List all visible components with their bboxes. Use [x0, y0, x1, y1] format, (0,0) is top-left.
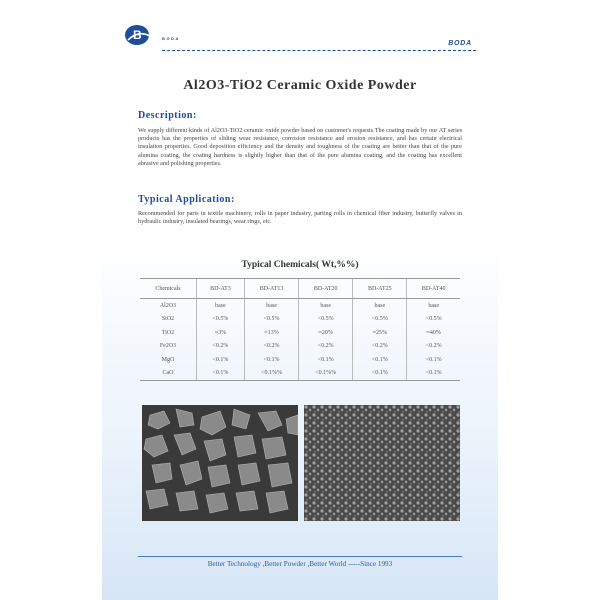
- footer-divider: [138, 556, 462, 557]
- sem-coarse-image: [142, 405, 298, 521]
- table-cell: SiO2: [161, 316, 175, 323]
- page-title: Al2O3-TiO2 Ceramic Oxide Powder: [183, 78, 417, 93]
- table-cell: <0.1%: [353, 367, 407, 381]
- table-cell: base: [196, 299, 244, 313]
- boda-logo-icon: [124, 22, 184, 48]
- table-cell: <0.1%%: [245, 367, 299, 381]
- sem-fine-image: [304, 405, 460, 521]
- brochure-page: [102, 0, 498, 600]
- table-row: [140, 299, 460, 313]
- column-header: BD-AT40: [407, 279, 460, 299]
- table-cell: ≈25%: [353, 326, 407, 340]
- table-cell: base: [353, 299, 407, 313]
- table-cell: <0.1%: [299, 353, 353, 367]
- application-text: Recommended for parts in textile machinery, rolls in paper industry, parting rolls in chemical fiber industry, butterfly valves in hydraulic industry, insulated bearings, wear rings, etc.: [138, 210, 462, 226]
- table-cell: <0.2%: [299, 340, 353, 354]
- logo-text: BODA: [162, 36, 180, 41]
- application-heading: Typical Application:: [138, 194, 235, 205]
- column-header: Chemicals: [140, 279, 196, 299]
- sem-photo-fine: [304, 405, 460, 521]
- table-cell: <0.2%: [353, 340, 407, 354]
- table-cell: <0.5%: [353, 313, 407, 327]
- table-cell: ≈13%: [245, 326, 299, 340]
- description-heading: Description:: [138, 110, 197, 121]
- table-row: [140, 340, 460, 354]
- table-row: [140, 313, 460, 327]
- column-header: BD-AT25: [353, 279, 407, 299]
- table-cell: TiO2: [161, 329, 175, 336]
- table-cell: ≈3%: [196, 326, 244, 340]
- table-row: [140, 367, 460, 381]
- table-cell: ≈40%: [407, 326, 460, 340]
- table-cell: base: [245, 299, 299, 313]
- table-cell: CaO: [140, 367, 196, 381]
- table-cell: <0.2%: [196, 340, 244, 354]
- table-cell: <0.5%: [407, 313, 460, 327]
- chemicals-table: [140, 278, 460, 381]
- table-cell: Al2O3: [159, 302, 177, 309]
- table-title: Typical Chemicals( Wt,%%): [241, 260, 359, 270]
- table-cell: ≈20%: [299, 326, 353, 340]
- table-header-row: [140, 279, 460, 299]
- header-divider: [162, 50, 476, 51]
- column-header: BD-AT20: [299, 279, 353, 299]
- table-cell: base: [299, 299, 353, 313]
- table-row: [140, 353, 460, 367]
- table-cell: <0.1%: [407, 353, 460, 367]
- table-cell: <0.2%: [407, 340, 460, 354]
- table-cell: <0.1%: [245, 353, 299, 367]
- table-cell: <0.1%%: [299, 367, 353, 381]
- table-cell: Fe2O3: [159, 343, 177, 350]
- column-header: BD-AT3: [196, 279, 244, 299]
- table-cell: <0.5%: [299, 313, 353, 327]
- footer-slogan: Better Technology ,Better Powder ,Better World -----Since 1993: [207, 560, 393, 568]
- table-cell: <0.1%: [196, 353, 244, 367]
- table-cell: <0.1%: [353, 353, 407, 367]
- table-cell: <0.2%: [245, 340, 299, 354]
- column-header: BD-AT13: [245, 279, 299, 299]
- table-cell: base: [407, 299, 460, 313]
- table-cell: MgO: [161, 356, 175, 363]
- table-row: [140, 326, 460, 340]
- table-cell: <0.5%: [245, 313, 299, 327]
- description-text: We supply different kinds of Al2O3-TiO2 ceramic oxide powder based on customer's requests.The coating made by our AT series products has the properties of sliding wear resistance, corrosion resistance and erosion resistance, and has certain electrical insulation properties. Good deposition efficiency and the density and toughness of the coating are better than that of the pure alumina coating, the coating hardness is slightly higher than that of the pure alumina coating, and the coating has excellent abrasive and polishing properties.: [138, 127, 462, 167]
- table-cell: <0.1%: [407, 367, 460, 381]
- table-cell: <0.5%: [196, 313, 244, 327]
- sem-photo-coarse: [142, 405, 298, 521]
- header-brand: BODA: [448, 40, 472, 47]
- table-cell: <0.1%: [196, 367, 244, 381]
- svg-text:B: B: [133, 28, 142, 42]
